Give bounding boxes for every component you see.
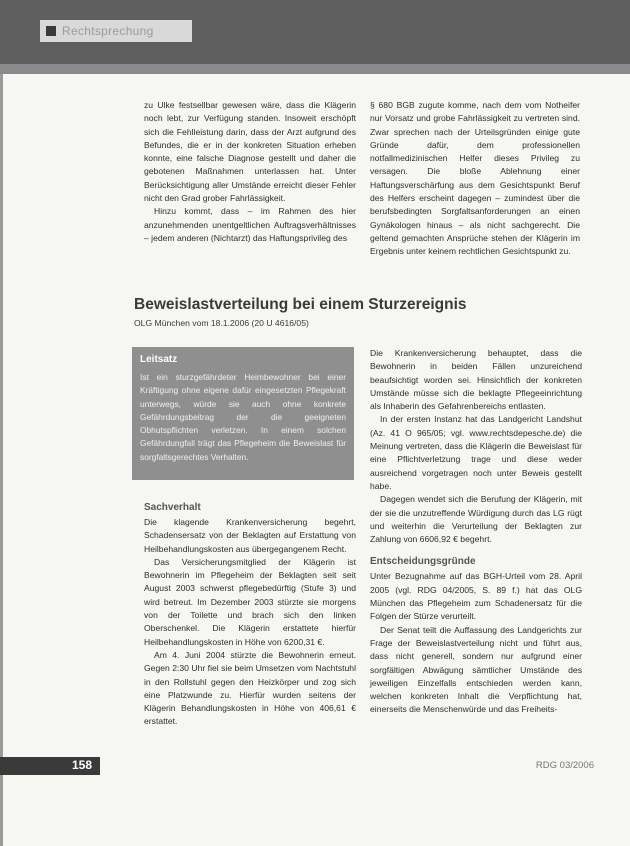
journal-issue: RDG 03/2006 (535, 760, 594, 771)
paragraph: Das Versicherungsmitglied der Klägerin ist Bewohnerin im Pflegeheim der Beklagten seit seit August 2003 schwerst pflegebedürftig (Stufe 3) und wird betreut. Im Dezember 2003 stürzte sie morgens von der Toilette und brach sich den linken Oberschenkel. Die Klägerin erstattete hierfür Heilbehandlungskosten in Höhe von 6200,31 €. (144, 556, 356, 647)
entscheidungsgruende-heading: Entscheidungsgründe (370, 556, 476, 568)
right-column (370, 347, 582, 717)
leitsatz-box (132, 347, 354, 480)
page-edge (0, 0, 3, 846)
paragraph: Der Senat teilt die Auffassung des Landgerichts zur Frage der Beweislastverteilung nicht und führt aus, dass nicht generell, sondern nur aufgrund einer sorgfältigen Abwägung sämtlicher Umstände des jeweiligen Einzelfalls entschieden werden kann, welchen konkreten Inhalt die Verpflichtung hat, einerseits die Menschenwürde und das Freiheits- (370, 624, 582, 715)
paragraph: Hinzu kommt, dass – im Rahmen des hier anzunehmenden unentgeltlichen Auftragsverhältnisses – jedem anderen (Nichtarzt) das Haftungsprivileg des (144, 206, 356, 243)
paragraph: Die Krankenversicherung behauptet, dass die Bewohnerin in beiden Fällen unzureichend beaufsichtigt worden sei. Hinsichtlich der konkreten Umstände müsse sich die beklagte Pflegeeinrichtung als Inhaberin des Gefahrenbereichs entlasten. (370, 348, 582, 412)
sachverhalt-column (144, 500, 356, 729)
sachverhalt-heading: Sachverhalt (144, 502, 201, 513)
top-left-column (144, 99, 356, 245)
paragraph: Unter Bezugnahme auf das BGH-Urteil vom 28. April 2005 (vgl. RDG 04/2005, S. 89 f.) hat das OLG München das Pflegeheim zum Schadenersatz für die Folgen der Stürze verurteilt. (370, 571, 582, 622)
square-bullet-icon (46, 26, 56, 36)
paragraph: Dagegen wendet sich die Berufung der Klägerin, mit der sie die unzutreffende Würdigung durch das LG rügt und weiterhin die Verurteilung der Beklagten zur Zahlung von 6606,92 € begehrt. (370, 494, 582, 545)
paragraph: Die klagende Krankenversicherung begehrt, Schadensersatz von der Beklagten auf Erstattung von Heilbehandlungskosten aus übergegangenem Recht. (144, 517, 356, 554)
paragraph: Am 4. Juni 2004 stürzte die Bewohnerin erneut. Gegen 2:30 Uhr fiel sie beim Umsetzen vom Nachtstuhl in den Rollstuhl gegen den Heizkörper und zog sich eine Platzwunde zu. Hierfür wurden seitens der Klägerin Behandlungskosten in Höhe von 406,61 € erstattet. (144, 649, 356, 727)
paragraph: In der ersten Instanz hat das Landgericht Landshut (Az. 41 O 965/05; vgl. www.rechtsdepesche.de) die Meinung vertreten, dass die Klägerin die Beweislast für eine Pflichtverletzung trage und diese weder ausreichend vorgetragen noch unter Beweis gestellt habe. (370, 414, 582, 491)
leitsatz-text: Ist ein sturzgefährdeter Heimbewohner bei einer Kräftigung ohne eigene dafür eingesetzten Pflegekraft unterwegs, würde sie auch ohne konkrete Gefährdungsbeitrag der die geeigneten Obhutspflichten verletzen. In einem solchen Gefährdungfall trägt das Pflegeheim die Beweislast für sorgfaltsgerechtes Verhalten. (140, 372, 346, 462)
paragraph: § 680 BGB zugute komme, nach dem vom Notheifer nur Vorsatz und grobe Fahrlässigkeit zu vertreten sind. Zwar sprechen nach der Urteilsgründen einige gute Gründe dafür, dem professionellen notfallmedizinischen Helfer dieses Privileg zu versagen. Die bloße Ablehnung einer Haftungsverschärfung aus dem Gesichtspunkt Beruf des Helfers erscheint dagegen – zumindest über die berufsbedingten Sorgfaltsanforderungen an einen Gynäkologen hinaus – als nicht sachgerecht. Die geltend gemachten Ansprüche stehen der Klägerin im Ergebnis unter keinem rechtlichen Gesichtspunkt zu. (370, 100, 580, 257)
header-underband (0, 64, 630, 74)
article-reference: OLG München vom 18.1.2006 (20 U 4616/05) (134, 318, 309, 328)
leitsatz-title: Leitsatz (140, 354, 178, 365)
page-number: 158 (72, 758, 93, 772)
header-band (0, 0, 630, 64)
section-label: Rechtsprechung (62, 24, 154, 38)
paragraph: zu Ulke festsellbar gewesen wäre, dass die Klägerin noch lebt, zur Verfügung standen. Insoweit erschöpft sich die Fehlleistung darin, dass der Arzt aufgrund des Befundes, die er in der konkreten Situation erheben konnte, eine falsche Diagnose gestellt und daher die gebotenen Maßnahmen unterlassen hat. Unter Berücksichtigung aller Umstände erreicht dieser Fehler nicht den Grad grober Fahrlässigkeit. (144, 100, 356, 204)
section-tag (40, 20, 192, 42)
article-headline: Beweislastverteilung bei einem Sturzereignis (134, 296, 467, 313)
top-right-column (370, 99, 580, 259)
